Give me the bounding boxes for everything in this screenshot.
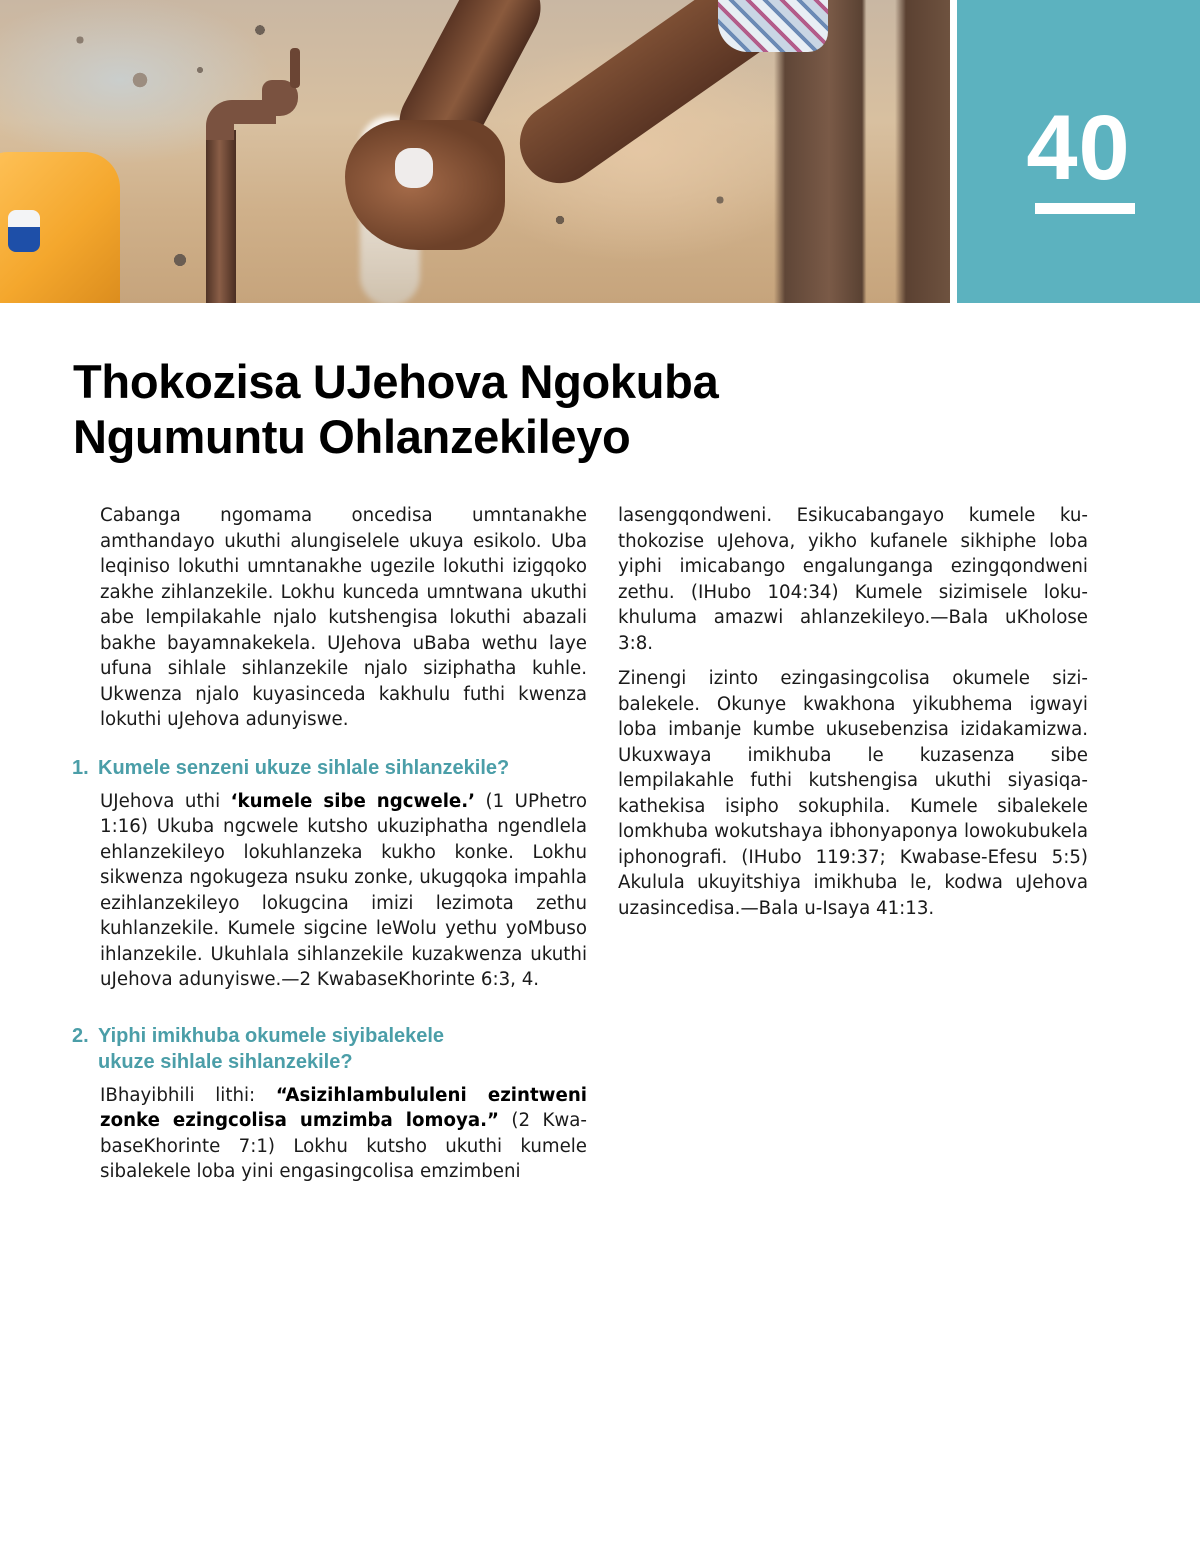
question-1: [72, 755, 587, 781]
photo-tap-pipe: [206, 130, 236, 303]
header-photo: [0, 0, 950, 303]
question-2-line-2: ukuze sihlale sihlanzekile?: [98, 1050, 353, 1073]
lesson-number-box: [957, 0, 1200, 303]
section-1-text-start: UJehova uthi: [100, 790, 231, 812]
section-2-scripture-quote: “Asizihlambululeni ezintweni zonke ezingcolisa umzimba lomoya.”: [100, 1084, 587, 1131]
photo-plaid-sleeve: [718, 0, 828, 52]
page-title-line-1: Thokozisa UJehova Ngokuba: [73, 355, 719, 408]
lesson-number: 40: [1026, 97, 1131, 199]
photo-jerrycan-cap: [8, 210, 40, 252]
intro-paragraph: Cabanga ngomama oncedisa umntanakhe amthandayo ukuthi alungiselele ukuya esikolo. Uba leqiniso lokuthi umntanakhe ugezile lokuthi izigqoko zakhe zihlanzekile. Lokhu kunceda umntwana ukuthi abe lempilakahle njalo kutshengisa lokuthi abazali bakhe bayamnakekela. UJehova uBaba wethu laye ufuna sihlale sihlanzekile njalo siziphatha kuhle. Ukwenza njalo kuyasinceda kakhulu futhi kwenza lokuthi uJehova adunyiswe.: [100, 505, 587, 730]
section-2-paragraph-2: Zinengi izinto ezingasingcolisa okumele sizibalekele. Okunye kwakhona yikubhema igwayi loba imbanje kumbe ukusebenzisa izidakamizwa. Ukuxwaya imikhuba le kuzasenza sibe lempilakahle futhi kutshengisa ukuthi siyasiqakathekisa isipho sokuphila. Kumele sibalekele lomkhuba wokutshaya ibhonyaponya lowokubukela iphonografi. (IHubo 119:37; Kwabase-Efesu 5:5) Akulula ukuyitshiya imikhuba le, kodwa uJehova uzasincedisa.—Bala u-Isaya 41:13.: [618, 668, 1088, 919]
question-2-line-1: Yiphi imikhuba okumele siyibalekele: [98, 1024, 445, 1047]
section-1-text-end: (1 UPhetro 1:16) Ukuba ngcwele kutsho ukuziphatha ngendlela ehlanzekileyo lokuhlanzeka kukho konke. Lokhu sikwenza ngokugeza nsuku zonke, ukugqoka impahla ezihlanzekileyo lokugcina imizi lezimota zethu kuhlanzekile. Kumele sigcine leWolu yethu yoMbuso ihlanzekile. Ukuhlala sihlanzekile kuzakwenza ukuthi uJehova adunyiswe.—2 KwabaseKhorinte 6:3, 4.: [100, 790, 587, 990]
section-1-paragraph: [100, 789, 587, 993]
section-2-paragraph-1: [100, 1083, 587, 1185]
page-title: [73, 354, 853, 464]
section-1-scripture-quote: ‘kumele sibe ngcwele.’: [230, 790, 476, 812]
question-1-number: 1.: [72, 756, 89, 779]
left-column: [72, 503, 587, 1185]
photo-soap: [395, 148, 433, 188]
question-2-text: [98, 1023, 587, 1075]
section-2-paragraph-1-continued: [618, 503, 1088, 656]
right-column: [618, 503, 1088, 921]
page-title-line-2: Ngumuntu Ohlanzekileyo: [73, 410, 631, 463]
lesson-number-underline: [1035, 203, 1135, 214]
section-2-text-continued: lasengqondweni. Esikucabangayo kumele kuthokozise uJehova, yikho kufanele sikhiphe loba yiphi imicabango engalunganga ezingqondweni zethu. (IHubo 104:34) Kumele sizimisele lokukhuluma amazwi ahlanzekileyo.—Bala uKholose 3:8.: [618, 505, 1088, 654]
question-2-number: 2.: [72, 1024, 89, 1047]
section-2-text-end: (2 KwabaseKhorinte 7:1) Lokhu kutsho ukuthi kumele sibalekele loba yini engasingcolisa emzimbeni: [100, 1110, 587, 1182]
question-1-text: Kumele senzeni ukuze sihlale sihlanzekile?: [98, 756, 510, 779]
section-2-text-start: IBhayibhili lithi:: [100, 1084, 276, 1106]
question-2: [72, 1023, 587, 1075]
photo-tap-handle: [290, 48, 300, 88]
